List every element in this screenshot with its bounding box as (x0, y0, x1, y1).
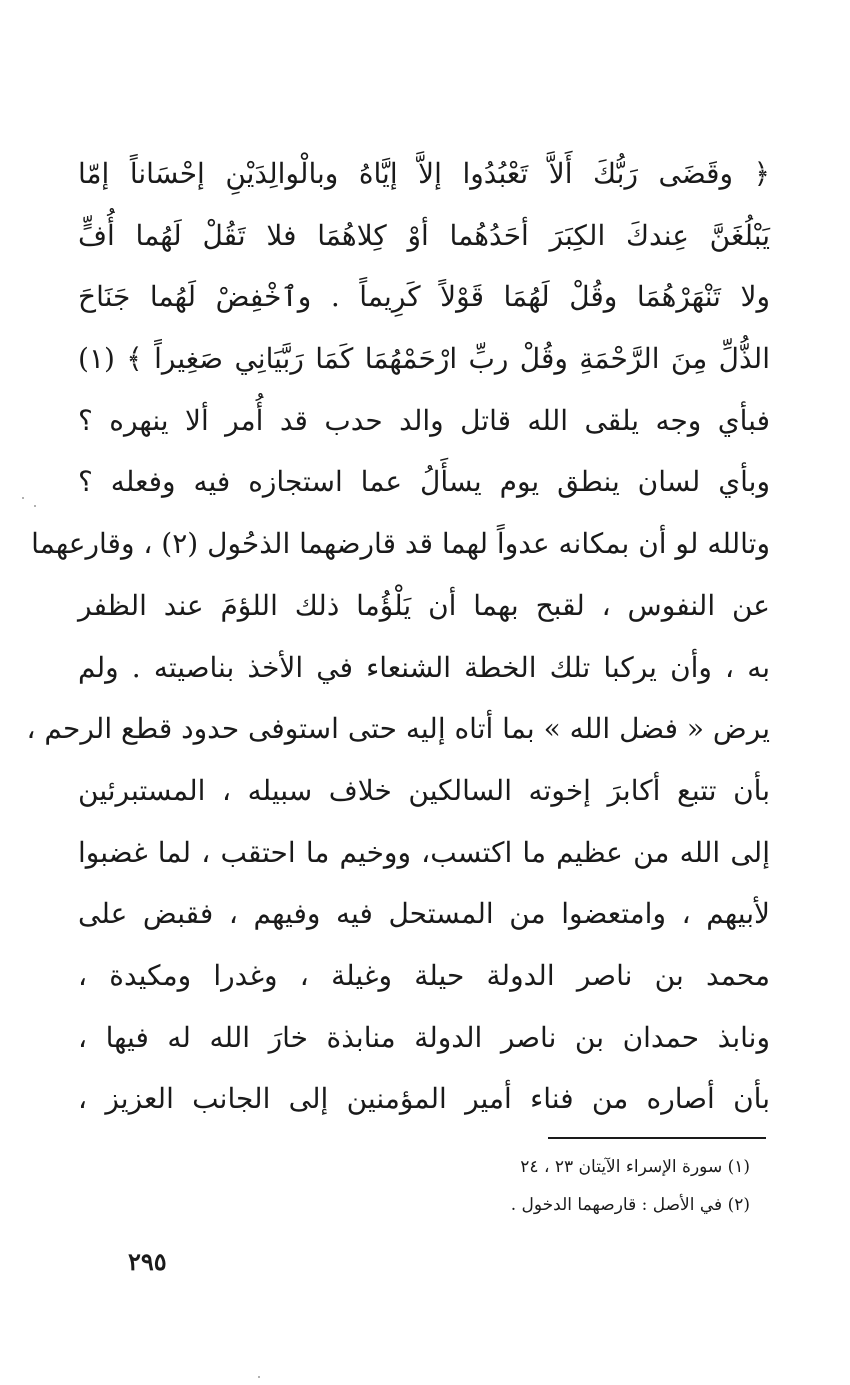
text-line: وبأي لسان ينطق يوم يسأَلُ عما استجازه فيه وفعله ؟ (78, 465, 770, 499)
text-line: بأن تتبع أكابرَ إخوته السالكين خلاف سبيله ، المستبرئين (78, 773, 770, 807)
main-text-block (26, 143, 771, 1130)
text-line: عن النفوس ، لقبح بهما أن يَلْؤُما ذلك اللؤمَ عند الظفر (78, 588, 770, 622)
text-line: به ، وأن يركبا تلك الخطة الشنعاء في الأخذ بناصيته . ولم (78, 650, 770, 684)
scan-speck (258, 1376, 260, 1378)
footnote-1: (١) سورة الإسراء الآيتان ٢٣ ، ٢٤ (520, 1157, 750, 1177)
text-line: محمد بن ناصر الدولة حيلة وغيلة ، وغدرا ومكيدة ، (78, 958, 770, 992)
page-number: ٢٩٥ (128, 1247, 167, 1276)
text-line: فبأي وجه يلقى الله قاتل والد حدب قد أُمر ألا ينهره ؟ (78, 403, 770, 437)
scan-speck (34, 505, 36, 507)
text-line: بأن أصاره من فناء أمير المؤمنين إلى الجانب العزيز ، (78, 1082, 770, 1116)
footnote-2: (٢) في الأصل : قارصهما الدخول . (510, 1195, 750, 1215)
footnotes (350, 1148, 750, 1224)
text-line: ونابذ حمدان بن ناصر الدولة منابذة خارَ الله له فيها ، (78, 1020, 771, 1054)
text-line: ولا تَنْهَرْهُمَا وقُلْ لَهُمَا قَوْلاً كَرِيماً . وٱخْفِضْ لَهُما جَنَاحَ (78, 280, 770, 314)
text-line: ﴿ وقَضَى رَبُّكَ أَلاَّ تَعْبُدُوا إلاَّ إيَّاهُ وبالْوالِدَيْنِ إحْسَاناً إمّا (78, 157, 770, 190)
text-line: لأبيهم ، وامتعضوا من المستحل فيه وفيهم ، فقبض على (78, 897, 770, 931)
text-line: يرض « فضل الله » بما أتاه إليه حتى استوفى حدود قطع الرحم ، (26, 712, 770, 746)
text-line: إلى الله من عظيم ما اكتسب، ووخيم ما احتقب ، لما غضبوا (78, 835, 770, 869)
text-line: الذُّلِّ مِنَ الرَّحْمَةِ وقُلْ ربِّ ارْحَمْهُمَا كَمَا رَبَّيَانِي صَغِيراً ﴾ (١) (78, 342, 770, 376)
scan-speck (22, 497, 24, 499)
text-line: وتالله لو أن بمكانه عدواً لهما قد قارضهما الذحُول (٢) ، وقارعهما (31, 527, 770, 561)
footnote-divider (548, 1137, 766, 1139)
text-line: يَبْلُغَنَّ عِندكَ الكِبَرَ أحَدُهُما أوْ كِلاهُمَا فلا تَقُلْ لَهُما أُفٍّ (78, 218, 770, 252)
